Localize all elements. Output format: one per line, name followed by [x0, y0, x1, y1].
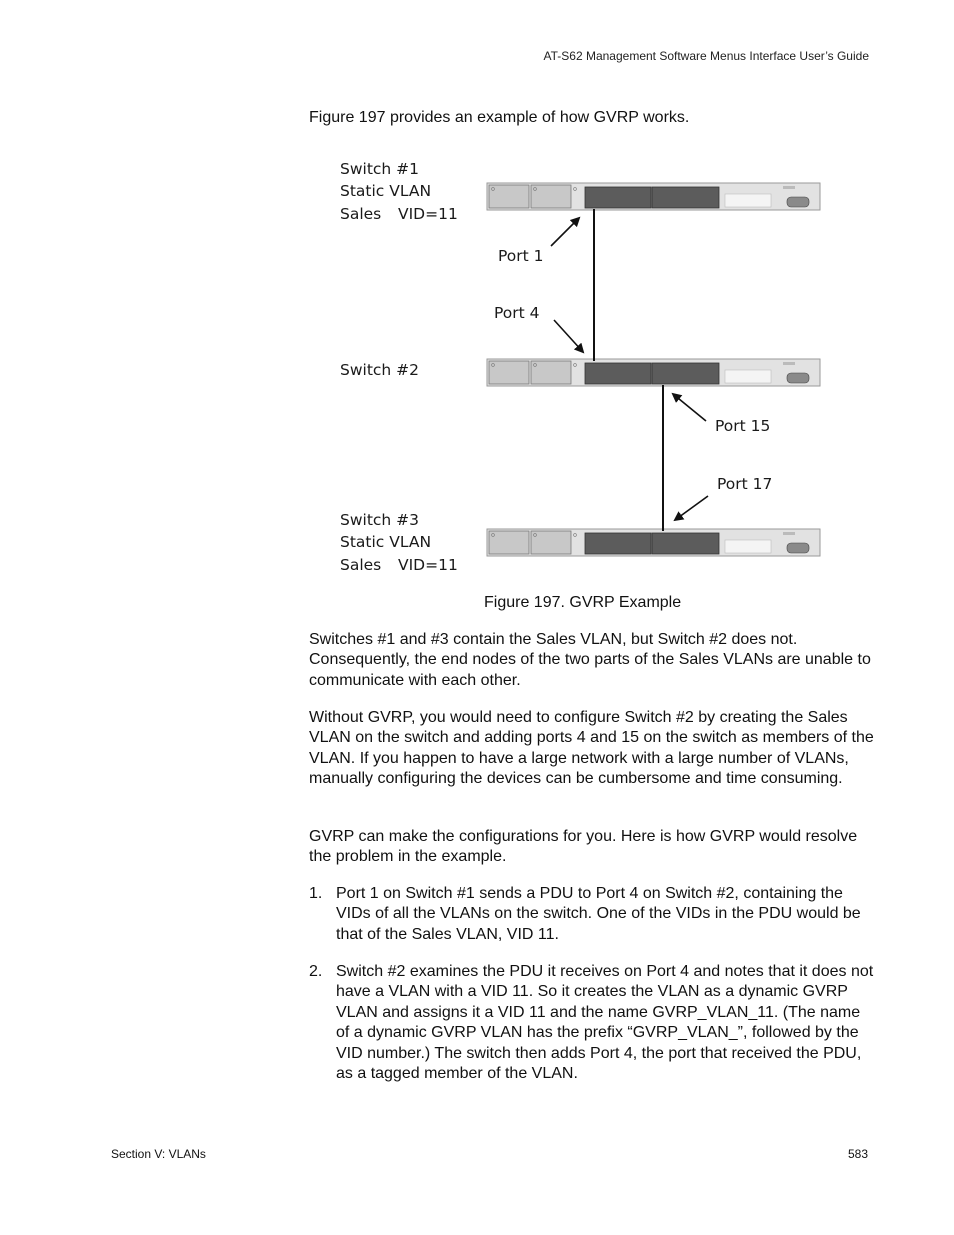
port17-arrow	[675, 496, 708, 520]
step-2	[309, 962, 874, 1084]
switch2-name: Switch #2	[340, 361, 420, 379]
port1-arrow	[551, 218, 579, 246]
switch2-chassis	[487, 359, 820, 386]
switch1-vlan-name: Sales	[340, 205, 382, 223]
switch3-vid: VID=11	[398, 556, 458, 574]
port17-label: Port 17	[717, 475, 773, 493]
intro-text: Figure 197 provides an example of how GVRP works.	[309, 109, 690, 126]
port1-label: Port 1	[498, 247, 544, 265]
paragraph-1: Switches #1 and #3 contain the Sales VLAN, but Switch #2 does not. Consequently, the end nodes of the two parts of the Sales VLANs are unable to communicate with each other.	[309, 631, 871, 689]
switch1-vid: VID=11	[398, 205, 458, 223]
switch3-chassis	[487, 529, 820, 556]
port15-label: Port 15	[715, 417, 771, 435]
switch1-static-vlan: Static VLAN	[340, 182, 432, 200]
port4-label: Port 4	[494, 304, 540, 322]
footer-page-number: 583	[847, 1147, 868, 1161]
step-1-text: Port 1 on Switch #1 sends a PDU to Port 4 on Switch #2, containing the VIDs of all the VLANs on the switch. One of the VIDs in the PDU would be that of the Sales VLAN, VID 11.	[336, 885, 861, 943]
switch3-name: Switch #3	[340, 511, 420, 529]
footer-section: Section V: VLANs	[111, 1147, 206, 1161]
step-1	[309, 884, 874, 945]
step-2-text: Switch #2 examines the PDU it receives on Port 4 and notes that it does not have a VLAN with a VID 11. So it creates the VLAN as a dynamic GVRP VLAN and assigns it a VID 11 and the name GVRP_VLAN_11. (The name of a dynamic GVRP VLAN has the prefix “GVRP_VLAN_”, followed by the VID number.) The switch then adds Port 4, the port that received the PDU, as a tagged member of the VLAN.	[336, 963, 874, 1083]
port15-arrow	[673, 394, 706, 421]
switch3-vlan-name: Sales	[340, 556, 382, 574]
port4-arrow	[554, 320, 583, 352]
paragraph-2: Without GVRP, you would need to configure Switch #2 by creating the Sales VLAN on the switch and adding ports 4 and 15 on the switch as members of the VLAN. If you happen to have a large network with a large number of VLANs, manually configuring the devices can be cumbersome and time consuming.	[309, 709, 874, 788]
running-header: AT-S62 Management Software Menus Interface User’s Guide	[543, 49, 869, 63]
switch3-static-vlan: Static VLAN	[340, 533, 432, 551]
step-1-number: 1.	[309, 885, 323, 902]
step-2-number: 2.	[309, 963, 323, 980]
figure-caption: Figure 197. GVRP Example	[484, 594, 682, 611]
switch1-name: Switch #1	[340, 160, 420, 178]
switch1-chassis	[487, 183, 820, 210]
paragraph-3: GVRP can make the configurations for you. Here is how GVRP would resolve the problem in the example.	[309, 828, 858, 866]
